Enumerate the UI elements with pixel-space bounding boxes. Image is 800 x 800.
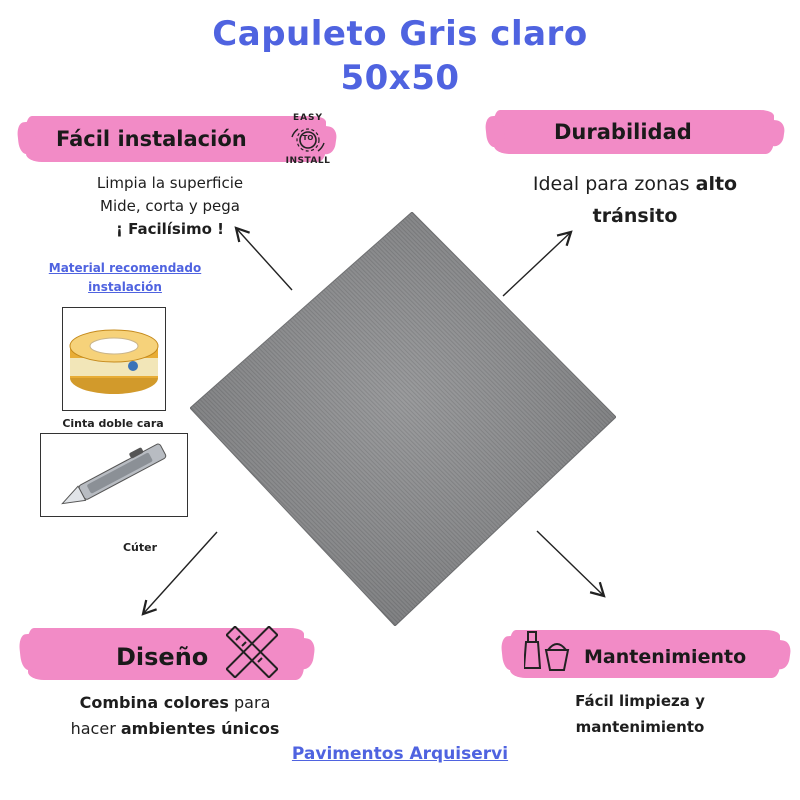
diseno-text-bold-2: ambientes únicos [120, 719, 280, 738]
material-heading-line-1[interactable]: Material recomendado [48, 261, 202, 275]
page-title: Capuleto Gris claro [212, 14, 588, 54]
material-heading[interactable] [20, 259, 230, 297]
tape-roll-icon [63, 308, 165, 410]
mantenimiento-text [520, 688, 760, 740]
badge-text-top: EASY [292, 113, 324, 123]
durabilidad-text-normal: Ideal para zonas [532, 173, 696, 195]
durabilidad-label: Durabilidad [554, 120, 692, 144]
footer-link[interactable]: Pavimentos Arquiservi [291, 744, 509, 764]
easy-to-install-badge [280, 113, 336, 169]
durabilidad-text-bold-1: alto [695, 173, 738, 195]
ruler-pencil-icon [226, 626, 278, 678]
carpet-tile-image [190, 212, 616, 626]
durabilidad-text-bold-2: tránsito [592, 205, 678, 227]
mantenimiento-line-1: Fácil limpieza y [575, 692, 705, 710]
cleaning-bucket-icon [524, 628, 574, 674]
page-subtitle: 50x50 [340, 58, 460, 98]
diseno-text-bold-1: Combina colores [79, 693, 229, 712]
diseno-text-normal-1: para [228, 693, 271, 712]
tape-caption: Cinta doble cara [62, 417, 164, 430]
badge-text-bottom: INSTALL [285, 156, 331, 166]
tape-image [62, 307, 166, 411]
diseno-text [40, 690, 310, 742]
durabilidad-text [490, 168, 780, 232]
cutter-caption: Cúter [122, 541, 158, 554]
instalacion-text [20, 172, 320, 241]
instalacion-line-2: Mide, corta y pega [100, 197, 240, 215]
badge-text-middle: TO [302, 134, 314, 142]
mantenimiento-line-2: mantenimiento [575, 718, 705, 736]
facil-instalacion-label: Fácil instalación [56, 127, 247, 151]
material-heading-line-2[interactable]: instalación [88, 280, 162, 294]
mantenimiento-label: Mantenimiento [584, 646, 747, 668]
instalacion-line-1: Limpia la superficie [96, 174, 244, 192]
footer [0, 744, 800, 764]
instalacion-line-3: ¡ Facilísimo ! [116, 220, 224, 238]
cutter-image [40, 433, 188, 517]
diseno-text-normal-2: hacer [70, 719, 121, 738]
diseno-label: Diseño [116, 643, 209, 671]
cutter-knife-icon [41, 434, 187, 516]
